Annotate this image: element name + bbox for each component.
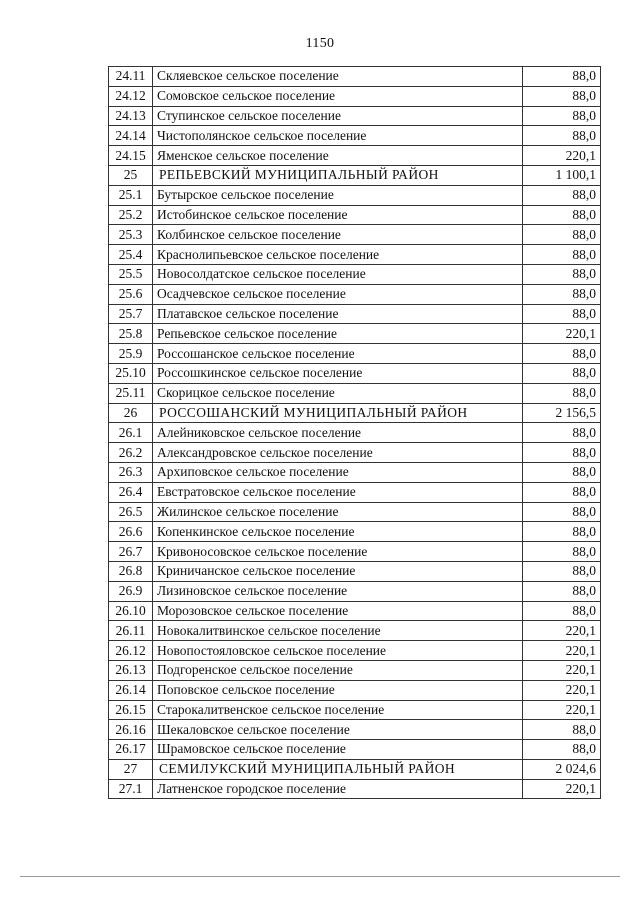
amount-value: 88,0 <box>523 502 601 522</box>
table-row <box>109 542 601 562</box>
settlement-name: Репьевское сельское поселение <box>153 324 523 344</box>
settlement-name: Платавское сельское поселение <box>153 304 523 324</box>
settlement-name: Краснолипьевское сельское поселение <box>153 245 523 265</box>
settlement-name: Новокалитвинское сельское поселение <box>153 621 523 641</box>
district-name: РЕПЬЕВСКИЙ МУНИЦИПАЛЬНЫЙ РАЙОН <box>153 165 523 185</box>
amount-value: 88,0 <box>523 383 601 403</box>
settlement-name: Россошанское сельское поселение <box>153 344 523 364</box>
row-number: 26.11 <box>109 621 153 641</box>
amount-value: 220,1 <box>523 324 601 344</box>
row-number: 24.15 <box>109 146 153 166</box>
amount-value: 220,1 <box>523 680 601 700</box>
table-row <box>109 264 601 284</box>
amount-value: 220,1 <box>523 660 601 680</box>
settlement-name: Александровское сельское поселение <box>153 443 523 463</box>
row-number: 25.5 <box>109 264 153 284</box>
amount-value: 88,0 <box>523 443 601 463</box>
amount-value: 88,0 <box>523 601 601 621</box>
settlement-name: Чистополянское сельское поселение <box>153 126 523 146</box>
amount-value: 88,0 <box>523 423 601 443</box>
settlement-name: Новосолдатское сельское поселение <box>153 264 523 284</box>
table-row <box>109 680 601 700</box>
amount-value: 88,0 <box>523 542 601 562</box>
row-number: 24.11 <box>109 67 153 87</box>
amount-value: 88,0 <box>523 86 601 106</box>
amount-value: 2 156,5 <box>523 403 601 423</box>
row-number: 26 <box>109 403 153 423</box>
district-name: РОССОШАНСКИЙ МУНИЦИПАЛЬНЫЙ РАЙОН <box>153 403 523 423</box>
settlement-name: Яменское сельское поселение <box>153 146 523 166</box>
settlement-name: Истобинское сельское поселение <box>153 205 523 225</box>
table-row <box>109 86 601 106</box>
row-number: 26.9 <box>109 581 153 601</box>
settlement-name: Латненское городское поселение <box>153 779 523 799</box>
amount-value: 88,0 <box>523 740 601 760</box>
row-number: 24.12 <box>109 86 153 106</box>
table-row <box>109 720 601 740</box>
row-number: 25.8 <box>109 324 153 344</box>
row-number: 25.3 <box>109 225 153 245</box>
table-row <box>109 641 601 661</box>
row-number: 25.6 <box>109 284 153 304</box>
settlement-name: Сомовское сельское поселение <box>153 86 523 106</box>
table-row <box>109 522 601 542</box>
row-number: 26.8 <box>109 561 153 581</box>
table-row <box>109 324 601 344</box>
table-row <box>109 146 601 166</box>
settlement-name: Шрамовское сельское поселение <box>153 740 523 760</box>
row-number: 26.10 <box>109 601 153 621</box>
settlement-name: Колбинское сельское поселение <box>153 225 523 245</box>
amount-value: 88,0 <box>523 205 601 225</box>
row-number: 25.7 <box>109 304 153 324</box>
table-row <box>109 126 601 146</box>
amount-value: 88,0 <box>523 304 601 324</box>
row-number: 24.14 <box>109 126 153 146</box>
row-number: 26.17 <box>109 740 153 760</box>
row-number: 26.14 <box>109 680 153 700</box>
table-row <box>109 443 601 463</box>
page-number: 1150 <box>305 36 335 51</box>
table-row <box>109 344 601 364</box>
row-number: 26.3 <box>109 462 153 482</box>
amount-value: 220,1 <box>523 700 601 720</box>
row-number: 24.13 <box>109 106 153 126</box>
settlement-name: Подгоренское сельское поселение <box>153 660 523 680</box>
row-number: 26.1 <box>109 423 153 443</box>
settlement-name: Лизиновское сельское поселение <box>153 581 523 601</box>
table-row <box>109 601 601 621</box>
amount-value: 88,0 <box>523 720 601 740</box>
table-row <box>109 779 601 799</box>
amount-value: 88,0 <box>523 462 601 482</box>
table-row <box>109 363 601 383</box>
settlement-name: Старокалитвенское сельское поселение <box>153 700 523 720</box>
amount-value: 88,0 <box>523 67 601 87</box>
row-number: 26.12 <box>109 641 153 661</box>
settlement-name: Новопостояловское сельское поселение <box>153 641 523 661</box>
amount-value: 220,1 <box>523 146 601 166</box>
amount-value: 88,0 <box>523 264 601 284</box>
table-row <box>109 502 601 522</box>
settlement-name: Криничанское сельское поселение <box>153 561 523 581</box>
settlement-name: Алейниковское сельское поселение <box>153 423 523 443</box>
settlement-name: Жилинское сельское поселение <box>153 502 523 522</box>
table-row <box>109 185 601 205</box>
amount-value: 88,0 <box>523 284 601 304</box>
row-number: 25.2 <box>109 205 153 225</box>
amount-value: 220,1 <box>523 779 601 799</box>
amount-value: 220,1 <box>523 621 601 641</box>
row-number: 26.7 <box>109 542 153 562</box>
table-body <box>109 67 601 799</box>
table-row <box>109 205 601 225</box>
settlement-name: Скляевское сельское поселение <box>153 67 523 87</box>
row-number: 26.16 <box>109 720 153 740</box>
settlement-name: Шекаловское сельское поселение <box>153 720 523 740</box>
district-name: СЕМИЛУКСКИЙ МУНИЦИПАЛЬНЫЙ РАЙОН <box>153 759 523 779</box>
amount-value: 1 100,1 <box>523 165 601 185</box>
amount-value: 88,0 <box>523 225 601 245</box>
amount-value: 88,0 <box>523 245 601 265</box>
settlement-name: Россошкинское сельское поселение <box>153 363 523 383</box>
amount-value: 88,0 <box>523 126 601 146</box>
amount-value: 88,0 <box>523 344 601 364</box>
district-row <box>109 759 601 779</box>
amount-value: 88,0 <box>523 581 601 601</box>
settlement-name: Ступинское сельское поселение <box>153 106 523 126</box>
settlement-name: Архиповское сельское поселение <box>153 462 523 482</box>
row-number: 26.5 <box>109 502 153 522</box>
settlement-name: Евстратовское сельское поселение <box>153 482 523 502</box>
table-row <box>109 581 601 601</box>
row-number: 25.1 <box>109 185 153 205</box>
table-row <box>109 225 601 245</box>
settlement-name: Осадчевское сельское поселение <box>153 284 523 304</box>
amount-value: 88,0 <box>523 561 601 581</box>
settlement-name: Поповское сельское поселение <box>153 680 523 700</box>
table-row <box>109 740 601 760</box>
table-row <box>109 245 601 265</box>
row-number: 26.15 <box>109 700 153 720</box>
row-number: 25.11 <box>109 383 153 403</box>
row-number: 26.6 <box>109 522 153 542</box>
row-number: 26.13 <box>109 660 153 680</box>
row-number: 25 <box>109 165 153 185</box>
settlement-name: Морозовское сельское поселение <box>153 601 523 621</box>
table-row <box>109 700 601 720</box>
amount-value: 220,1 <box>523 641 601 661</box>
amount-value: 88,0 <box>523 482 601 502</box>
amount-value: 88,0 <box>523 185 601 205</box>
settlement-name: Копенкинское сельское поселение <box>153 522 523 542</box>
district-row <box>109 165 601 185</box>
amount-value: 88,0 <box>523 106 601 126</box>
table-row <box>109 106 601 126</box>
settlement-name: Бутырское сельское поселение <box>153 185 523 205</box>
allocation-table <box>108 66 601 799</box>
table-row <box>109 561 601 581</box>
row-number: 26.2 <box>109 443 153 463</box>
row-number: 25.9 <box>109 344 153 364</box>
table-row <box>109 462 601 482</box>
district-row <box>109 403 601 423</box>
table-row <box>109 67 601 87</box>
table-row <box>109 284 601 304</box>
row-number: 27 <box>109 759 153 779</box>
row-number: 25.10 <box>109 363 153 383</box>
amount-value: 88,0 <box>523 363 601 383</box>
settlement-name: Скорицкое сельское поселение <box>153 383 523 403</box>
table-row <box>109 482 601 502</box>
amount-value: 2 024,6 <box>523 759 601 779</box>
table-row <box>109 383 601 403</box>
table-row <box>109 660 601 680</box>
settlement-name: Кривоносовское сельское поселение <box>153 542 523 562</box>
row-number: 26.4 <box>109 482 153 502</box>
table-row <box>109 304 601 324</box>
amount-value: 88,0 <box>523 522 601 542</box>
table-row <box>109 621 601 641</box>
row-number: 25.4 <box>109 245 153 265</box>
row-number: 27.1 <box>109 779 153 799</box>
table-row <box>109 423 601 443</box>
bottom-divider <box>20 876 620 877</box>
